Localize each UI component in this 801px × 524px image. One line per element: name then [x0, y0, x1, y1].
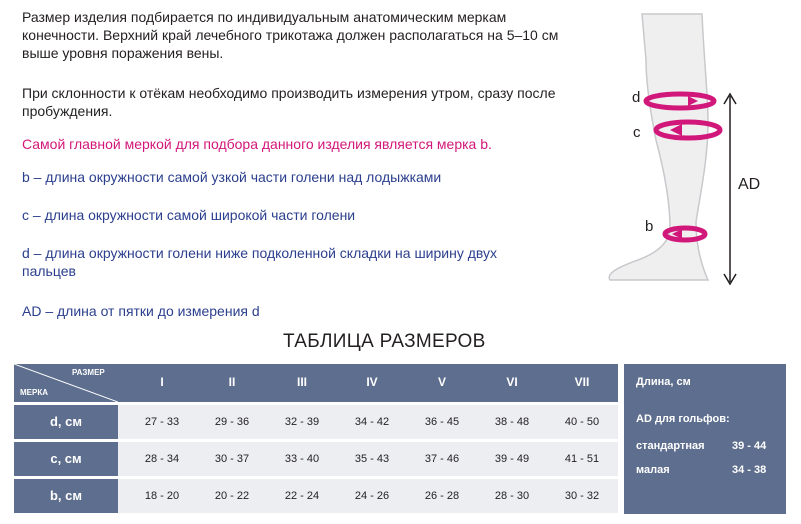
definition-c: c – длина окружности самой широкой части голени: [22, 207, 356, 223]
row-label: b, см: [14, 479, 118, 513]
table-cell: 30 - 37: [214, 453, 250, 465]
table-row-c: [14, 442, 618, 476]
table-cell: 37 - 46: [424, 453, 460, 465]
table-cell: 28 - 30: [494, 490, 530, 502]
definition-b: b – длина окружности самой узкой части голени над лодыжками: [22, 169, 442, 185]
leg-diagram: [600, 0, 800, 300]
table-title: ТАБЛИЦА РАЗМЕРОВ: [283, 331, 486, 352]
table-row-d: [14, 405, 618, 439]
table-cell: 20 - 22: [214, 490, 250, 502]
table-cell: 35 - 43: [354, 453, 390, 465]
table-cell: 18 - 20: [144, 490, 180, 502]
small-value: 34 - 38: [732, 464, 767, 476]
col-header: V: [437, 375, 446, 389]
corner-measure-label: МЕРКА: [20, 388, 48, 397]
standard-label: стандартная: [636, 440, 705, 452]
col-header: I: [160, 375, 164, 389]
table-cell: 22 - 24: [284, 490, 320, 502]
table-row-b: [14, 479, 618, 513]
col-header: VII: [574, 375, 590, 389]
table-cell: 34 - 42: [354, 416, 390, 428]
row-cells: [118, 405, 618, 439]
label-ad: AD: [738, 176, 761, 193]
definition-d: d – длина окружности голени ниже подколенной складки на ширину двух пальцев: [22, 245, 498, 279]
table-cell: 39 - 49: [494, 453, 530, 465]
standard-value: 39 - 44: [732, 440, 767, 452]
col-header: IV: [366, 375, 378, 389]
main-measure-note: Самой главной меркой для подбора данного изделия является мерка b.: [22, 136, 492, 152]
row-label: d, см: [14, 405, 118, 439]
table-cell: 32 - 39: [284, 416, 320, 428]
size-table-header: [14, 364, 618, 402]
definition-ad: AD – длина от пятки до измерения d: [22, 303, 260, 319]
table-cell: 27 - 33: [144, 416, 180, 428]
table-cell: 41 - 51: [564, 453, 600, 465]
row-label: c, см: [14, 442, 118, 476]
intro-paragraph-2: При склонности к отёкам необходимо производить измерения утром, сразу после пробуждения.: [22, 85, 556, 119]
col-header: III: [296, 375, 307, 389]
length-panel: [624, 364, 786, 514]
table-cell: 30 - 32: [564, 490, 600, 502]
table-cell: 38 - 48: [494, 416, 530, 428]
table-cell: 33 - 40: [284, 453, 320, 465]
intro-paragraph-1: Размер изделия подбирается по индивидуальным анатомическим меркам конечности. Верхний край лечебного трикотажа должен располагаться на 5–10 см выше уровня поражения вены.: [22, 9, 559, 61]
table-cell: 40 - 50: [564, 416, 600, 428]
col-header: VI: [506, 375, 518, 389]
col-header: II: [228, 375, 236, 389]
ad-title: AD для гольфов:: [636, 413, 730, 425]
table-corner: [14, 364, 118, 402]
table-cell: 36 - 45: [424, 416, 460, 428]
leg-illustration: [600, 0, 800, 300]
label-d: d: [632, 89, 641, 106]
corner-size-label: РАЗМЕР: [72, 368, 105, 377]
table-cell: 29 - 36: [214, 416, 250, 428]
table-cell: 26 - 28: [424, 490, 460, 502]
table-cell: 24 - 26: [354, 490, 390, 502]
small-label: малая: [636, 464, 670, 476]
table-cell: 28 - 34: [144, 453, 180, 465]
row-cells: [118, 442, 618, 476]
label-b: b: [645, 218, 654, 235]
length-title: Длина, см: [636, 376, 691, 388]
label-c: c: [633, 124, 641, 141]
row-cells: [118, 479, 618, 513]
